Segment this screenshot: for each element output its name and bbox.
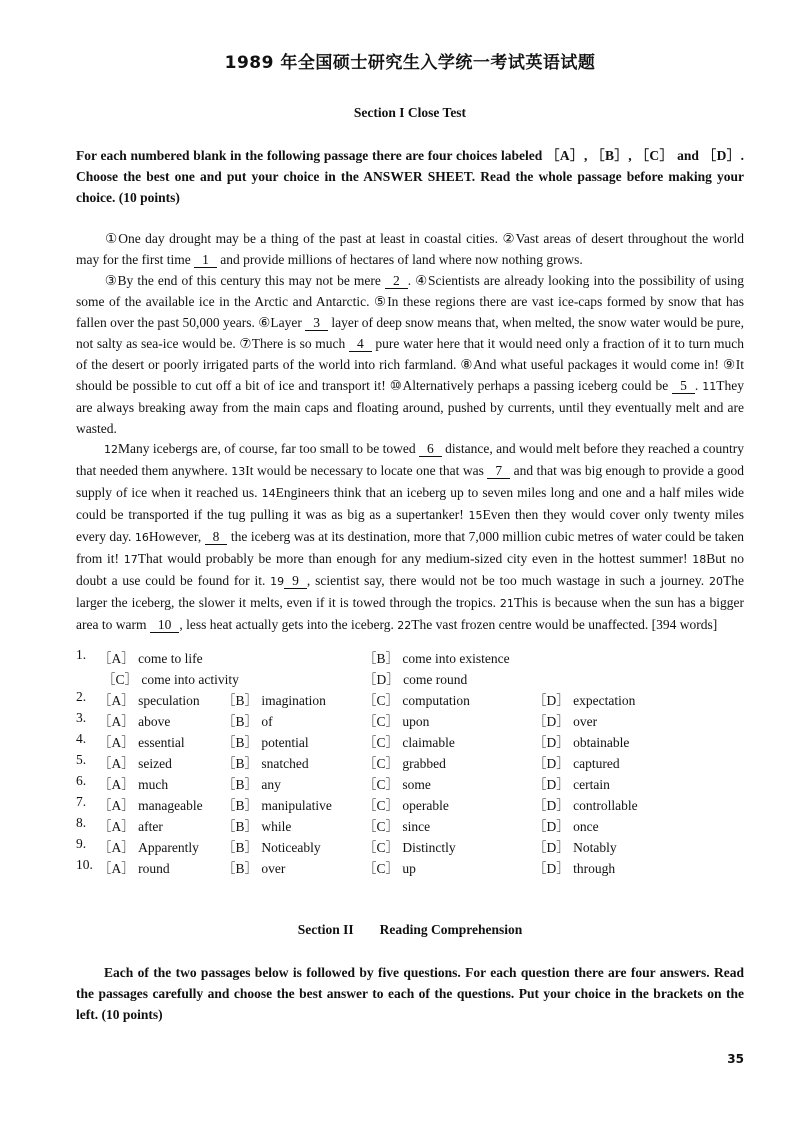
sentence-marker: ⑩: [389, 378, 403, 393]
question-number: 1.: [76, 647, 87, 662]
question-number: 5.: [76, 752, 87, 767]
choice-row: [76, 710, 744, 731]
choice-option: ［B］ snatched: [222, 756, 309, 771]
sentence-marker: 22: [397, 619, 412, 632]
choice-option: ［A］ essential: [98, 735, 185, 750]
question-number: 4.: [76, 731, 87, 746]
choice-option: ［C］ upon: [363, 714, 430, 729]
sentence-marker: ⑧: [460, 357, 474, 372]
choice-row: [76, 773, 744, 794]
choice-option: ［D］ obtainable: [533, 735, 630, 750]
passage-paragraph: ①One day drought may be a thing of the past at least in coastal cities. ②Vast areas of desert throughout the world may for the first time 1 and provide millions of hectares of land where now nothing grows.: [76, 231, 744, 267]
choice-option: ［D］ come round: [363, 672, 468, 687]
choice-option: ［B］ potential: [222, 735, 309, 750]
sentence-marker: ③: [104, 273, 118, 288]
section-instructions: For each numbered blank in the following passage there are four choices labeled ［A］, ［B］, ［C］ and ［D］. Choose the best one and put your choice in the ANSWER SHEET. Read the whole passage before making your choice. (10 points): [76, 148, 744, 205]
sentence-marker: 16: [134, 531, 149, 544]
choice-option: ［B］ Noticeably: [222, 840, 321, 855]
choice-option: ［A］ Apparently: [98, 840, 199, 855]
choice-option: ［D］ expectation: [533, 693, 636, 708]
section-heading: Section I Close Test: [353, 105, 467, 120]
sentence-marker: 14: [261, 487, 276, 500]
answer-choices: [76, 647, 744, 878]
page-number: 35: [727, 1052, 744, 1066]
section-instructions: Each of the two passages below is followed by five questions. For each question there are four answers. Read the passages carefully and choose the best answer to each of the questions. Put your choice in the brackets on the left. (10 points): [76, 965, 744, 1022]
question-number: 10.: [76, 857, 93, 872]
choice-option: ［D］ over: [533, 714, 598, 729]
blank: 5: [672, 378, 695, 394]
choice-option: ［C］ some: [363, 777, 431, 792]
choice-row: [76, 668, 744, 689]
choice-option: ［D］ Notably: [533, 840, 617, 855]
choice-option: ［A］ manageable: [98, 798, 203, 813]
choice-row: [76, 647, 744, 668]
sentence-marker: ⑥: [258, 315, 271, 330]
choice-option: ［D］ controllable: [533, 798, 638, 813]
blank: 4: [349, 336, 372, 352]
choice-row: [76, 815, 744, 836]
choice-option: ［A］ round: [98, 861, 170, 876]
blank: 6: [419, 441, 442, 457]
choice-option: ［A］ seized: [98, 756, 172, 771]
choice-option: ［B］ any: [222, 777, 281, 792]
sentence-marker: 18: [692, 553, 707, 566]
choice-row: [76, 836, 744, 857]
sentence-marker: ②: [502, 231, 516, 246]
blank: 10: [150, 617, 180, 633]
section-heading: Section II Reading Comprehension: [297, 922, 523, 937]
sentence-marker: 15: [468, 509, 483, 522]
choice-option: ［B］ of: [222, 714, 273, 729]
choice-option: ［C］ operable: [363, 798, 449, 813]
sentence-marker: 12: [104, 443, 118, 456]
choice-option: ［B］ while: [222, 819, 292, 834]
sentence-marker: 17: [123, 553, 138, 566]
question-number: 9.: [76, 836, 87, 851]
sentence-marker: 11: [702, 380, 717, 393]
choice-option: ［C］ up: [363, 861, 416, 876]
sentence-marker: 20: [708, 575, 723, 588]
question-number: 7.: [76, 794, 87, 809]
sentence-marker: ⑨: [722, 357, 736, 372]
sentence-marker: 21: [499, 597, 514, 610]
choice-row: [76, 857, 744, 878]
choice-option: ［C］ grabbed: [363, 756, 446, 771]
choice-row: [76, 752, 744, 773]
choice-option: ［A］ above: [98, 714, 171, 729]
blank: 8: [205, 529, 228, 545]
question-number: 6.: [76, 773, 87, 788]
choice-option: ［C］ claimable: [363, 735, 455, 750]
choice-option: ［A］ speculation: [98, 693, 200, 708]
choice-option: ［D］ captured: [533, 756, 620, 771]
blank: 9: [284, 573, 307, 589]
blank: 1: [194, 252, 217, 268]
choice-option: ［C］ Distinctly: [363, 840, 456, 855]
choice-option: ［B］ manipulative: [222, 798, 332, 813]
passage-paragraph: 12Many icebergs are, of course, far too small to be towed 6 distance, and would melt before they reached a country that needed them anywhere. 13It would be necessary to locate one that was 7 and that was big enough to provide a good supply of ice when it reached us. 14Engineers think that an iceberg up to seven miles long and one and a half miles wide could be transported if the tug pulling it was as big as a supertanker! 15Even then they would cover only twenty miles every day. 16However, 8 the iceberg was at its destination, more that 7,000 million cubic metres of water could be taken from it! 17That would probably be more than enough for any medium-sized city even in the hottest summer! 18But no doubt a use could be found for it. 19 9 , scientist say, there would not be too much wastage in such a journey. 20The larger the iceberg, the slower it melts, even if it is towed through the tropics. 21This is because when the sun has a bigger area to warm 10 , less heat actually gets into the iceberg. 22The vast frozen centre would be unaffected. [394 words]: [76, 441, 745, 632]
choice-option: ［C］ come into activity: [102, 672, 239, 687]
sentence-marker: 13: [231, 465, 246, 478]
page-title: 1989 年全国硕士研究生入学统一考试英语试题: [224, 53, 596, 73]
question-number: 3.: [76, 710, 87, 725]
choice-row: [76, 689, 744, 710]
choice-row: [76, 731, 744, 752]
sentence-marker: 19: [270, 575, 285, 588]
blank: 3: [305, 315, 328, 331]
blank: 7: [487, 463, 510, 479]
choice-option: ［B］ come into existence: [363, 651, 510, 666]
choice-option: ［D］ certain: [533, 777, 610, 792]
sentence-marker: ④: [415, 273, 428, 288]
passage-paragraph: ③By the end of this century this may not be mere 2 . ④Scientists are already looking into the possibility of using some of the available ice in the Arctic and Antarctic. ⑤In these regions there are vast ice-caps formed by snow that has fallen over the past 50,000 years. ⑥Layer 3 layer of deep snow means that, when melted, the snow water would be pure, not salty as sea-ice would be. ⑦There is so much 4 pure water here that it would need only a fraction of it to turn much of the desert or poorly irrigated parts of the world into rich farmland. ⑧And what useful packages it would come in! ⑨It should be possible to cut off a bit of ice and transport it! ⑩Alternatively perhaps a passing iceberg could be 5 . 11They are always breaking away from the main caps and floating around, pushed by currents, until they eventually melt and are wasted.: [76, 273, 745, 436]
choice-option: ［B］ imagination: [222, 693, 326, 708]
choice-row: [76, 794, 744, 815]
choice-option: ［D］ through: [533, 861, 616, 876]
sentence-marker: ⑦: [239, 336, 252, 351]
choice-option: ［D］ once: [533, 819, 599, 834]
choice-option: ［A］ after: [98, 819, 163, 834]
question-number: 2.: [76, 689, 87, 704]
choice-option: ［A］ much: [98, 777, 169, 792]
question-number: 8.: [76, 815, 87, 830]
choice-option: ［A］ come to life: [98, 651, 203, 666]
choice-option: ［C］ computation: [363, 693, 470, 708]
sentence-marker: ①: [104, 231, 119, 246]
choice-option: ［B］ over: [222, 861, 286, 876]
choice-option: ［C］ since: [363, 819, 431, 834]
blank: 2: [385, 273, 408, 289]
sentence-marker: ⑤: [373, 294, 388, 309]
